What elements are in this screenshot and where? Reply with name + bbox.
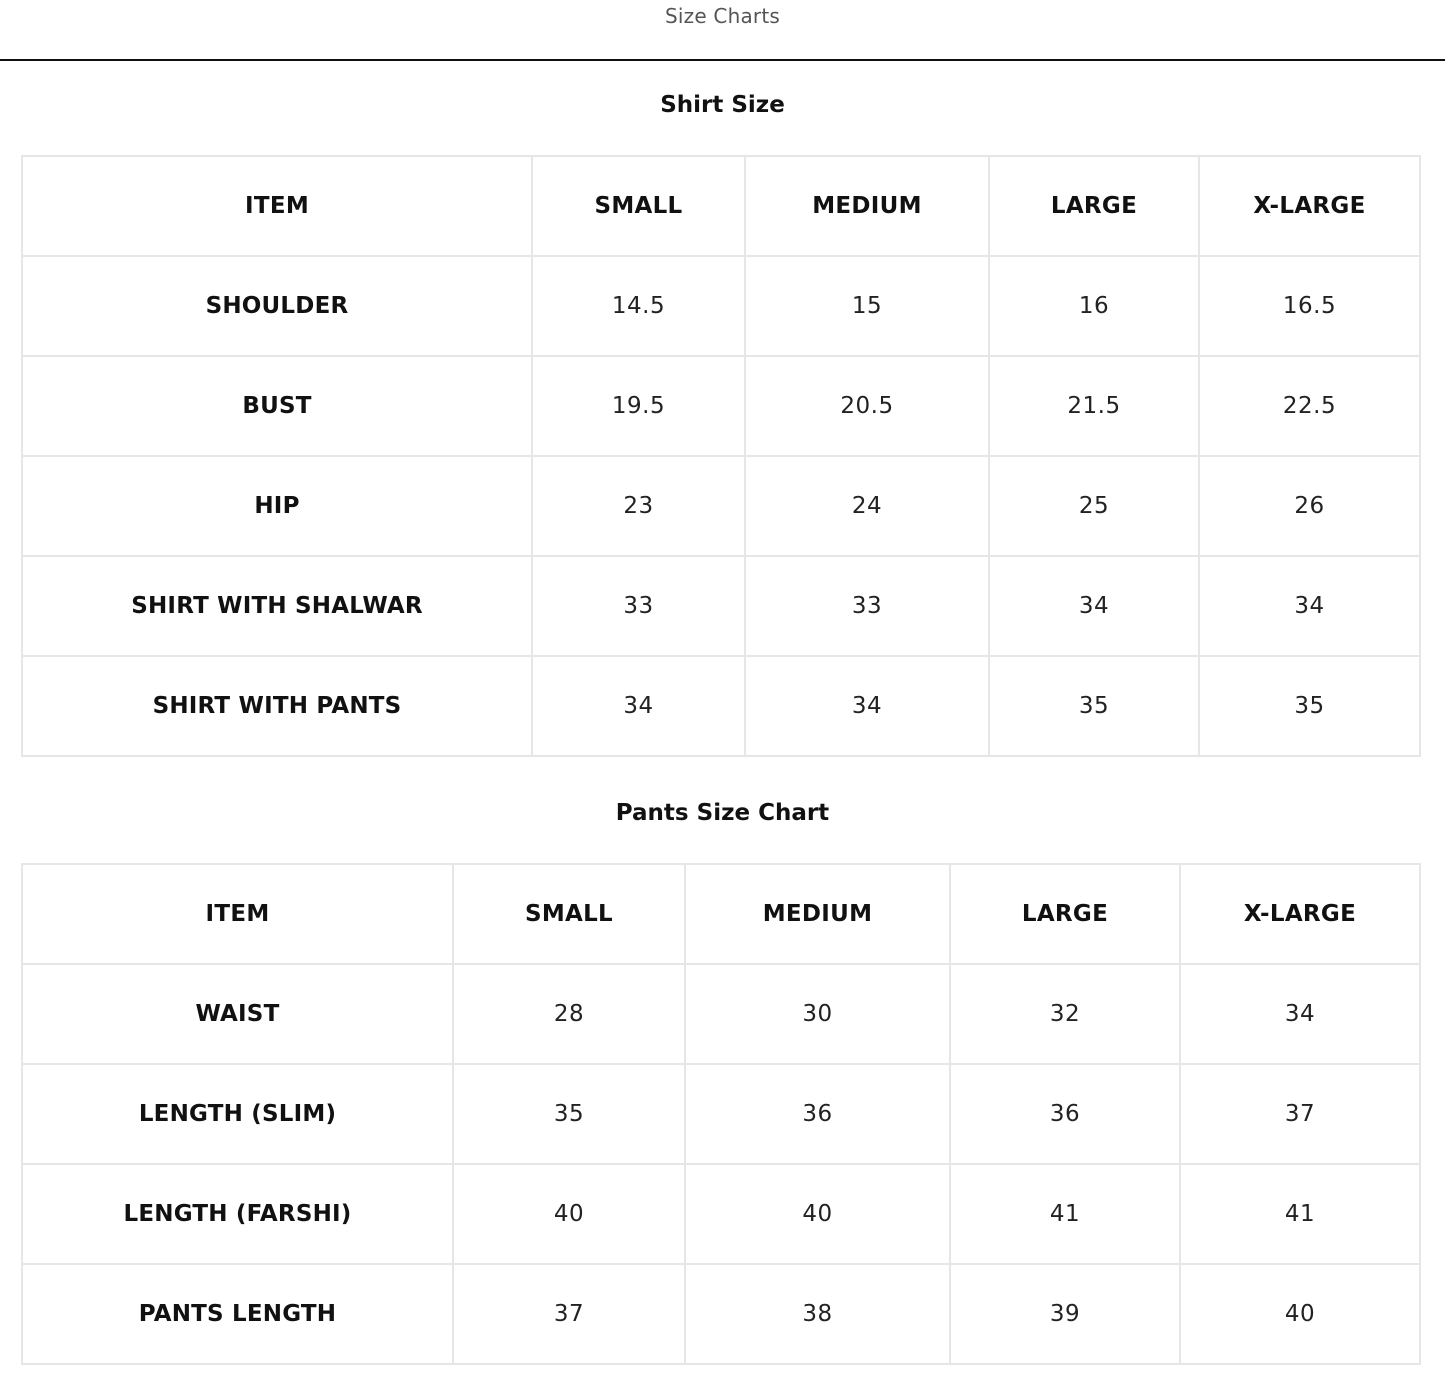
table-cell: 19.5 [532,356,745,456]
table-cell: 40 [453,1164,685,1264]
table-cell: 14.5 [532,256,745,356]
row-label-length-slim: LENGTH (SLIM) [22,1064,453,1164]
table-cell: 34 [1199,556,1420,656]
table-cell: 35 [989,656,1199,756]
row-label-shirt-with-pants: SHIRT WITH PANTS [22,656,532,756]
pants-size-table [21,863,1421,1365]
table-row [22,456,1420,556]
header-bar [0,0,1445,61]
column-header-medium: MEDIUM [745,156,989,256]
table-cell: 37 [1180,1064,1420,1164]
table-header-row [22,156,1420,256]
table-header-row [22,864,1420,964]
table-cell: 16 [989,256,1199,356]
column-header-small: SMALL [453,864,685,964]
table-row [22,256,1420,356]
row-label-shoulder: SHOULDER [22,256,532,356]
table-cell: 35 [1199,656,1420,756]
table-cell: 35 [453,1064,685,1164]
row-label-bust: BUST [22,356,532,456]
column-header-item: ITEM [22,864,453,964]
column-header-medium: MEDIUM [685,864,950,964]
table-row [22,356,1420,456]
page-title: Size Charts [665,4,780,28]
table-row [22,1064,1420,1164]
table-cell: 30 [685,964,950,1064]
table-cell: 34 [745,656,989,756]
table-cell: 34 [989,556,1199,656]
table-row [22,556,1420,656]
table-cell: 22.5 [1199,356,1420,456]
row-label-hip: HIP [22,456,532,556]
table-cell: 33 [532,556,745,656]
table-cell: 34 [532,656,745,756]
table-cell: 21.5 [989,356,1199,456]
table-cell: 36 [685,1064,950,1164]
table-cell: 41 [950,1164,1180,1264]
row-label-waist: WAIST [22,964,453,1064]
column-header-x-large: X-LARGE [1199,156,1420,256]
table-row [22,1264,1420,1364]
table-cell: 28 [453,964,685,1064]
table-cell: 24 [745,456,989,556]
shirt-size-title: Shirt Size [660,92,785,118]
table-cell: 20.5 [745,356,989,456]
table-cell: 40 [1180,1264,1420,1364]
table-cell: 32 [950,964,1180,1064]
table-cell: 39 [950,1264,1180,1364]
row-label-length-farshi: LENGTH (FARSHI) [22,1164,453,1264]
table-cell: 38 [685,1264,950,1364]
column-header-large: LARGE [989,156,1199,256]
table-cell: 37 [453,1264,685,1364]
column-header-x-large: X-LARGE [1180,864,1420,964]
table-cell: 34 [1180,964,1420,1064]
column-header-small: SMALL [532,156,745,256]
shirt-size-table [21,155,1421,757]
table-cell: 16.5 [1199,256,1420,356]
table-cell: 36 [950,1064,1180,1164]
table-row [22,964,1420,1064]
table-row [22,1164,1420,1264]
pants-size-title: Pants Size Chart [615,800,830,826]
table-cell: 26 [1199,456,1420,556]
table-cell: 15 [745,256,989,356]
table-cell: 33 [745,556,989,656]
table-cell: 23 [532,456,745,556]
table-cell: 40 [685,1164,950,1264]
row-label-shirt-with-shalwar: SHIRT WITH SHALWAR [22,556,532,656]
table-row [22,656,1420,756]
column-header-item: ITEM [22,156,532,256]
table-cell: 41 [1180,1164,1420,1264]
table-cell: 25 [989,456,1199,556]
row-label-pants-length: PANTS LENGTH [22,1264,453,1364]
column-header-large: LARGE [950,864,1180,964]
